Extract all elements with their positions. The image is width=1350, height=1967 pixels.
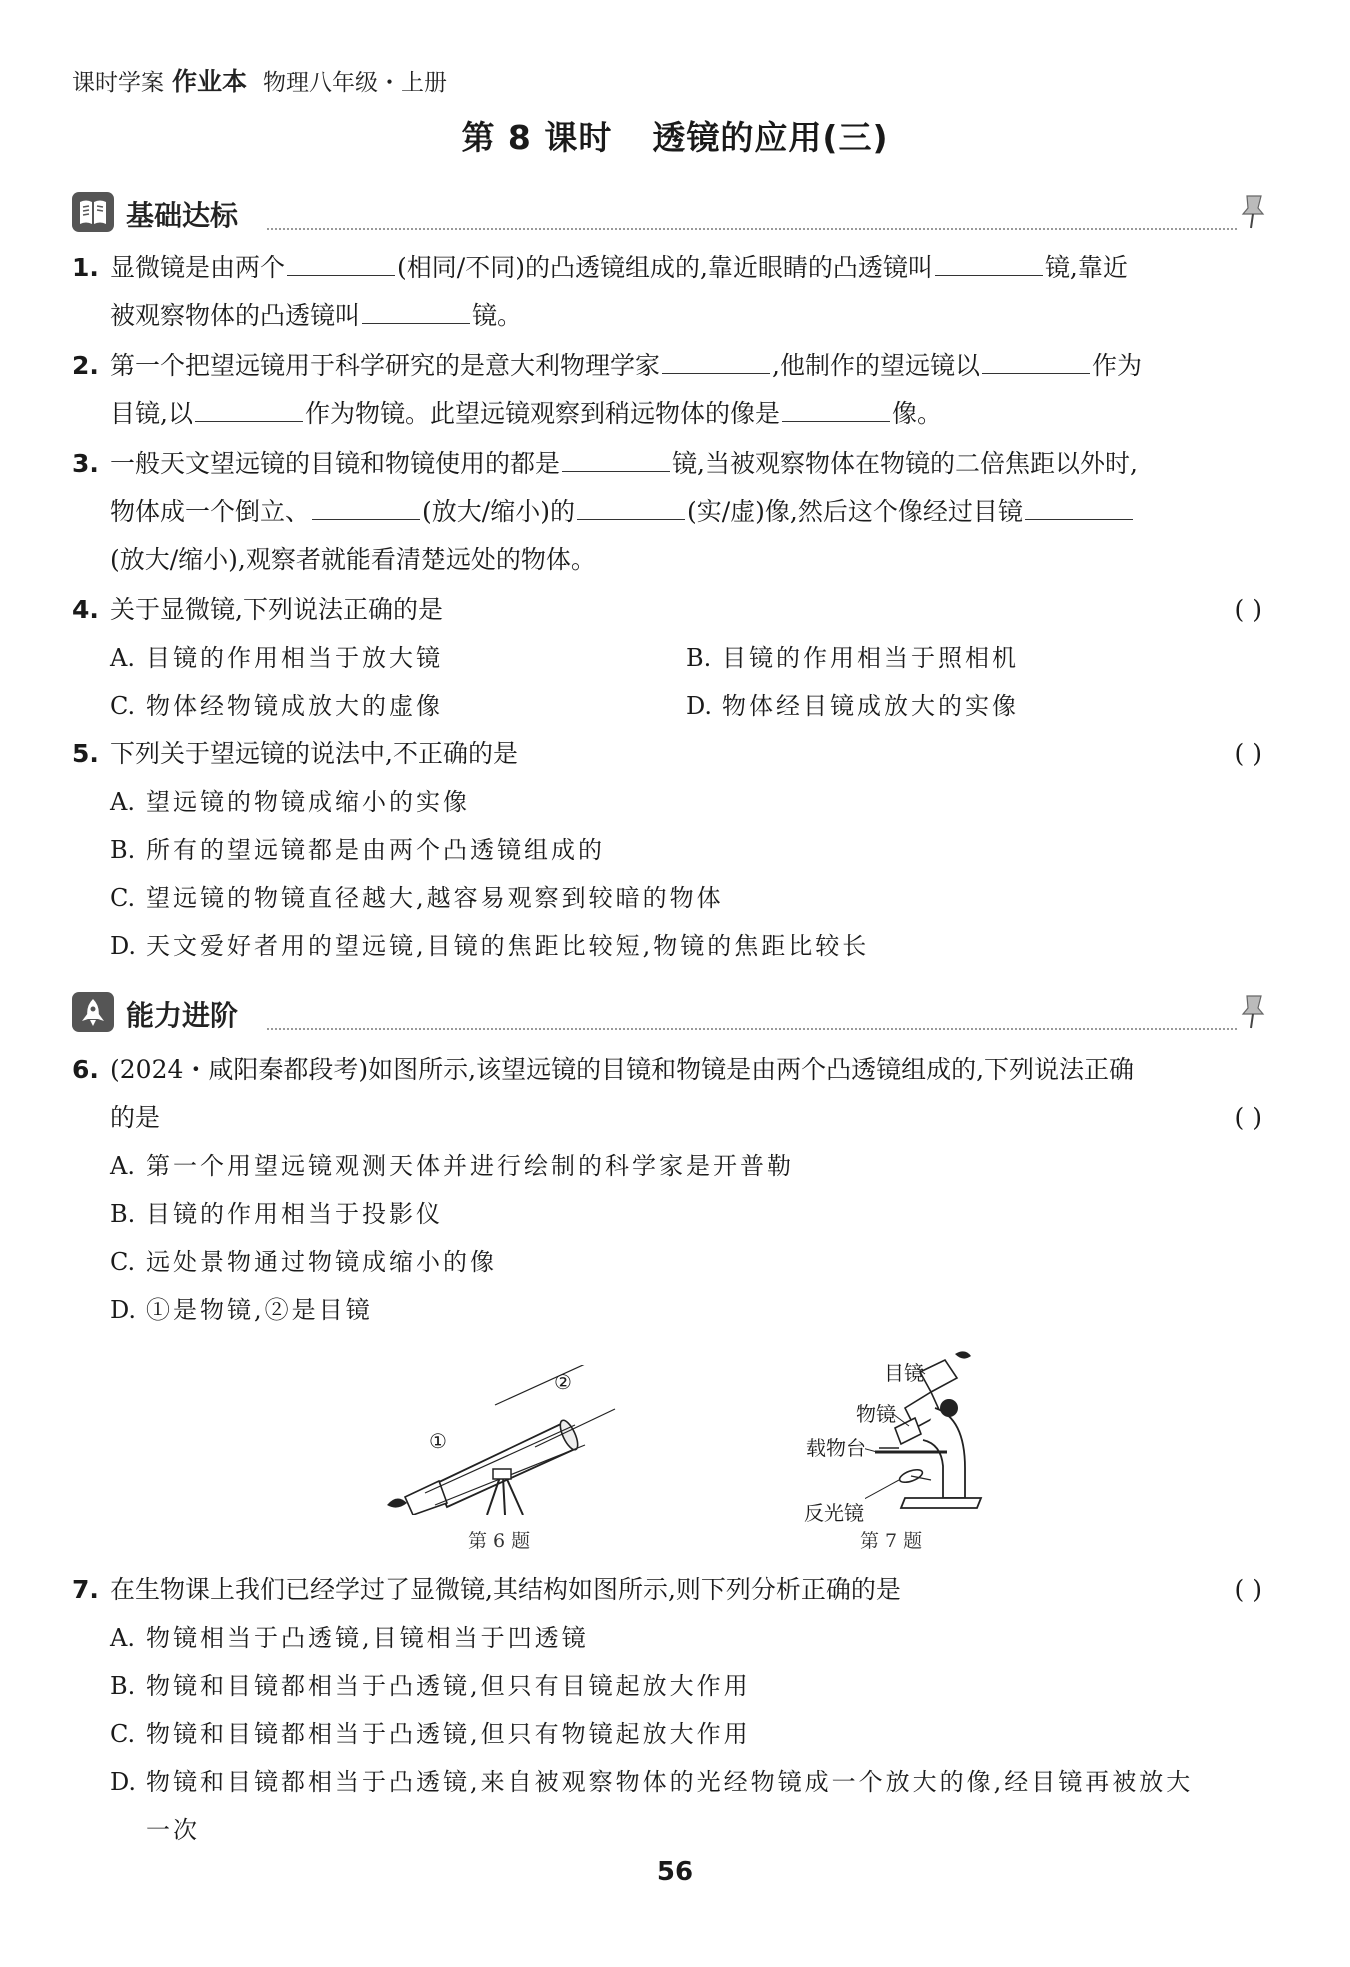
answer-blank[interactable] bbox=[782, 394, 890, 422]
question-5: 5. 下列关于望远镜的说法中,不正确的是 ( ) bbox=[72, 730, 1262, 778]
question-7: 7. 在生物课上我们已经学过了显微镜,其结构如图所示,则下列分析正确的是 ( ) bbox=[72, 1566, 1262, 1614]
answer-blank[interactable] bbox=[982, 346, 1090, 374]
lesson-number: 第 8 课时 bbox=[461, 118, 613, 157]
answer-blank[interactable] bbox=[562, 444, 670, 472]
brand-name-bold: 作业本 bbox=[172, 67, 248, 96]
label-stage: 载物台 bbox=[806, 1436, 866, 1460]
option-b[interactable]: B. 目镜的作用相当于照相机 bbox=[686, 644, 1019, 672]
rocket-icon bbox=[72, 992, 114, 1032]
book-icon bbox=[72, 192, 114, 232]
page-number: 56 bbox=[656, 1857, 694, 1887]
option-d[interactable]: D. 物镜和目镜都相当于凸透镜,来自被观察物体的光经物镜成一个放大的像,经目镜再被放大 bbox=[110, 1768, 1194, 1796]
answer-parentheses[interactable]: ( ) bbox=[1234, 595, 1262, 624]
option-b[interactable]: B. 目镜的作用相当于投影仪 bbox=[110, 1200, 443, 1228]
section-title: 基础达标 bbox=[126, 199, 239, 232]
brand-name: 课时学案 bbox=[72, 70, 164, 96]
option-a[interactable]: A. 物镜相当于凸透镜,目镜相当于凹透镜 bbox=[110, 1624, 589, 1652]
figure-caption-7: 第 7 题 bbox=[860, 1530, 923, 1552]
option-c[interactable]: C. 远处景物通过物镜成缩小的像 bbox=[110, 1248, 497, 1276]
answer-blank[interactable] bbox=[1025, 492, 1133, 520]
telescope-figure bbox=[385, 1365, 625, 1515]
question-2: 2. 第一个把望远镜用于科学研究的是意大利物理学家 ,他制作的望远镜以 作为 目镜,以 作为物镜。此望远镜观察到稍远物体的像是 像。 bbox=[72, 342, 1262, 438]
option-c[interactable]: C. 望远镜的物镜直径越大,越容易观察到较暗的物体 bbox=[110, 884, 724, 912]
question-1: 1. 显微镜是由两个 (相同/不同)的凸透镜组成的,靠近眼睛的凸透镜叫 镜,靠近 被观察物体的凸透镜叫 镜。 bbox=[72, 244, 1262, 340]
label-objective: 物镜 bbox=[856, 1402, 896, 1426]
option-c[interactable]: C. 物体经物镜成放大的虚像 bbox=[110, 692, 443, 720]
option-d[interactable]: D. 物体经目镜成放大的实像 bbox=[686, 692, 1019, 720]
answer-blank[interactable] bbox=[577, 492, 685, 520]
figure-caption-6: 第 6 题 bbox=[468, 1530, 531, 1552]
option-d[interactable]: D. ①是物镜,②是目镜 bbox=[110, 1296, 373, 1324]
section-header-advanced bbox=[72, 988, 1267, 1038]
answer-parentheses[interactable]: ( ) bbox=[1234, 739, 1262, 768]
answer-blank[interactable] bbox=[662, 346, 770, 374]
subject-label: 物理八年级・上册 bbox=[263, 70, 448, 96]
figure-label-2: ② bbox=[554, 1370, 572, 1394]
answer-blank[interactable] bbox=[195, 394, 303, 422]
pushpin-icon bbox=[1239, 994, 1267, 1030]
answer-parentheses[interactable]: ( ) bbox=[1234, 1103, 1262, 1132]
option-a[interactable]: A. 望远镜的物镜成缩小的实像 bbox=[110, 788, 470, 816]
option-b[interactable]: B. 所有的望远镜都是由两个凸透镜组成的 bbox=[110, 836, 605, 864]
label-mirror: 反光镜 bbox=[804, 1501, 864, 1525]
section-title: 能力进阶 bbox=[126, 999, 239, 1032]
lesson-title bbox=[0, 112, 1350, 159]
answer-blank[interactable] bbox=[312, 492, 420, 520]
section-header-basic bbox=[72, 188, 1267, 238]
answer-blank[interactable] bbox=[935, 248, 1043, 276]
option-c[interactable]: C. 物镜和目镜都相当于凸透镜,但只有物镜起放大作用 bbox=[110, 1720, 751, 1748]
option-b[interactable]: B. 物镜和目镜都相当于凸透镜,但只有目镜起放大作用 bbox=[110, 1672, 751, 1700]
running-header bbox=[72, 62, 447, 98]
label-eyepiece: 目镜 bbox=[884, 1361, 924, 1385]
microscope-figure bbox=[865, 1348, 985, 1523]
lesson-name: 透镜的应用(三) bbox=[652, 118, 889, 157]
answer-blank[interactable] bbox=[287, 248, 395, 276]
answer-parentheses[interactable]: ( ) bbox=[1234, 1575, 1262, 1604]
option-d-continued: 一次 bbox=[146, 1816, 200, 1844]
figure-label-1: ① bbox=[429, 1429, 447, 1453]
question-4: 4. 关于显微镜,下列说法正确的是 ( ) bbox=[72, 586, 1262, 634]
question-6: 6. (2024・咸阳秦都段考)如图所示,该望远镜的目镜和物镜是由两个凸透镜组成的,下列说法正确 的是 ( ) bbox=[72, 1046, 1262, 1142]
option-a[interactable]: A. 目镜的作用相当于放大镜 bbox=[110, 644, 443, 672]
option-d[interactable]: D. 天文爱好者用的望远镜,目镜的焦距比较短,物镜的焦距比较长 bbox=[110, 932, 870, 960]
option-a[interactable]: A. 第一个用望远镜观测天体并进行绘制的科学家是开普勒 bbox=[110, 1152, 794, 1180]
answer-blank[interactable] bbox=[362, 296, 470, 324]
pushpin-icon bbox=[1239, 194, 1267, 230]
question-3: 3. 一般天文望远镜的目镜和物镜使用的都是 镜,当被观察物体在物镜的二倍焦距以外时, 物体成一个倒立、 (放大/缩小)的 (实/虚)像,然后这个像经过目镜 (放大/缩小),观察者就能看清楚远处的物体。 bbox=[72, 440, 1262, 584]
